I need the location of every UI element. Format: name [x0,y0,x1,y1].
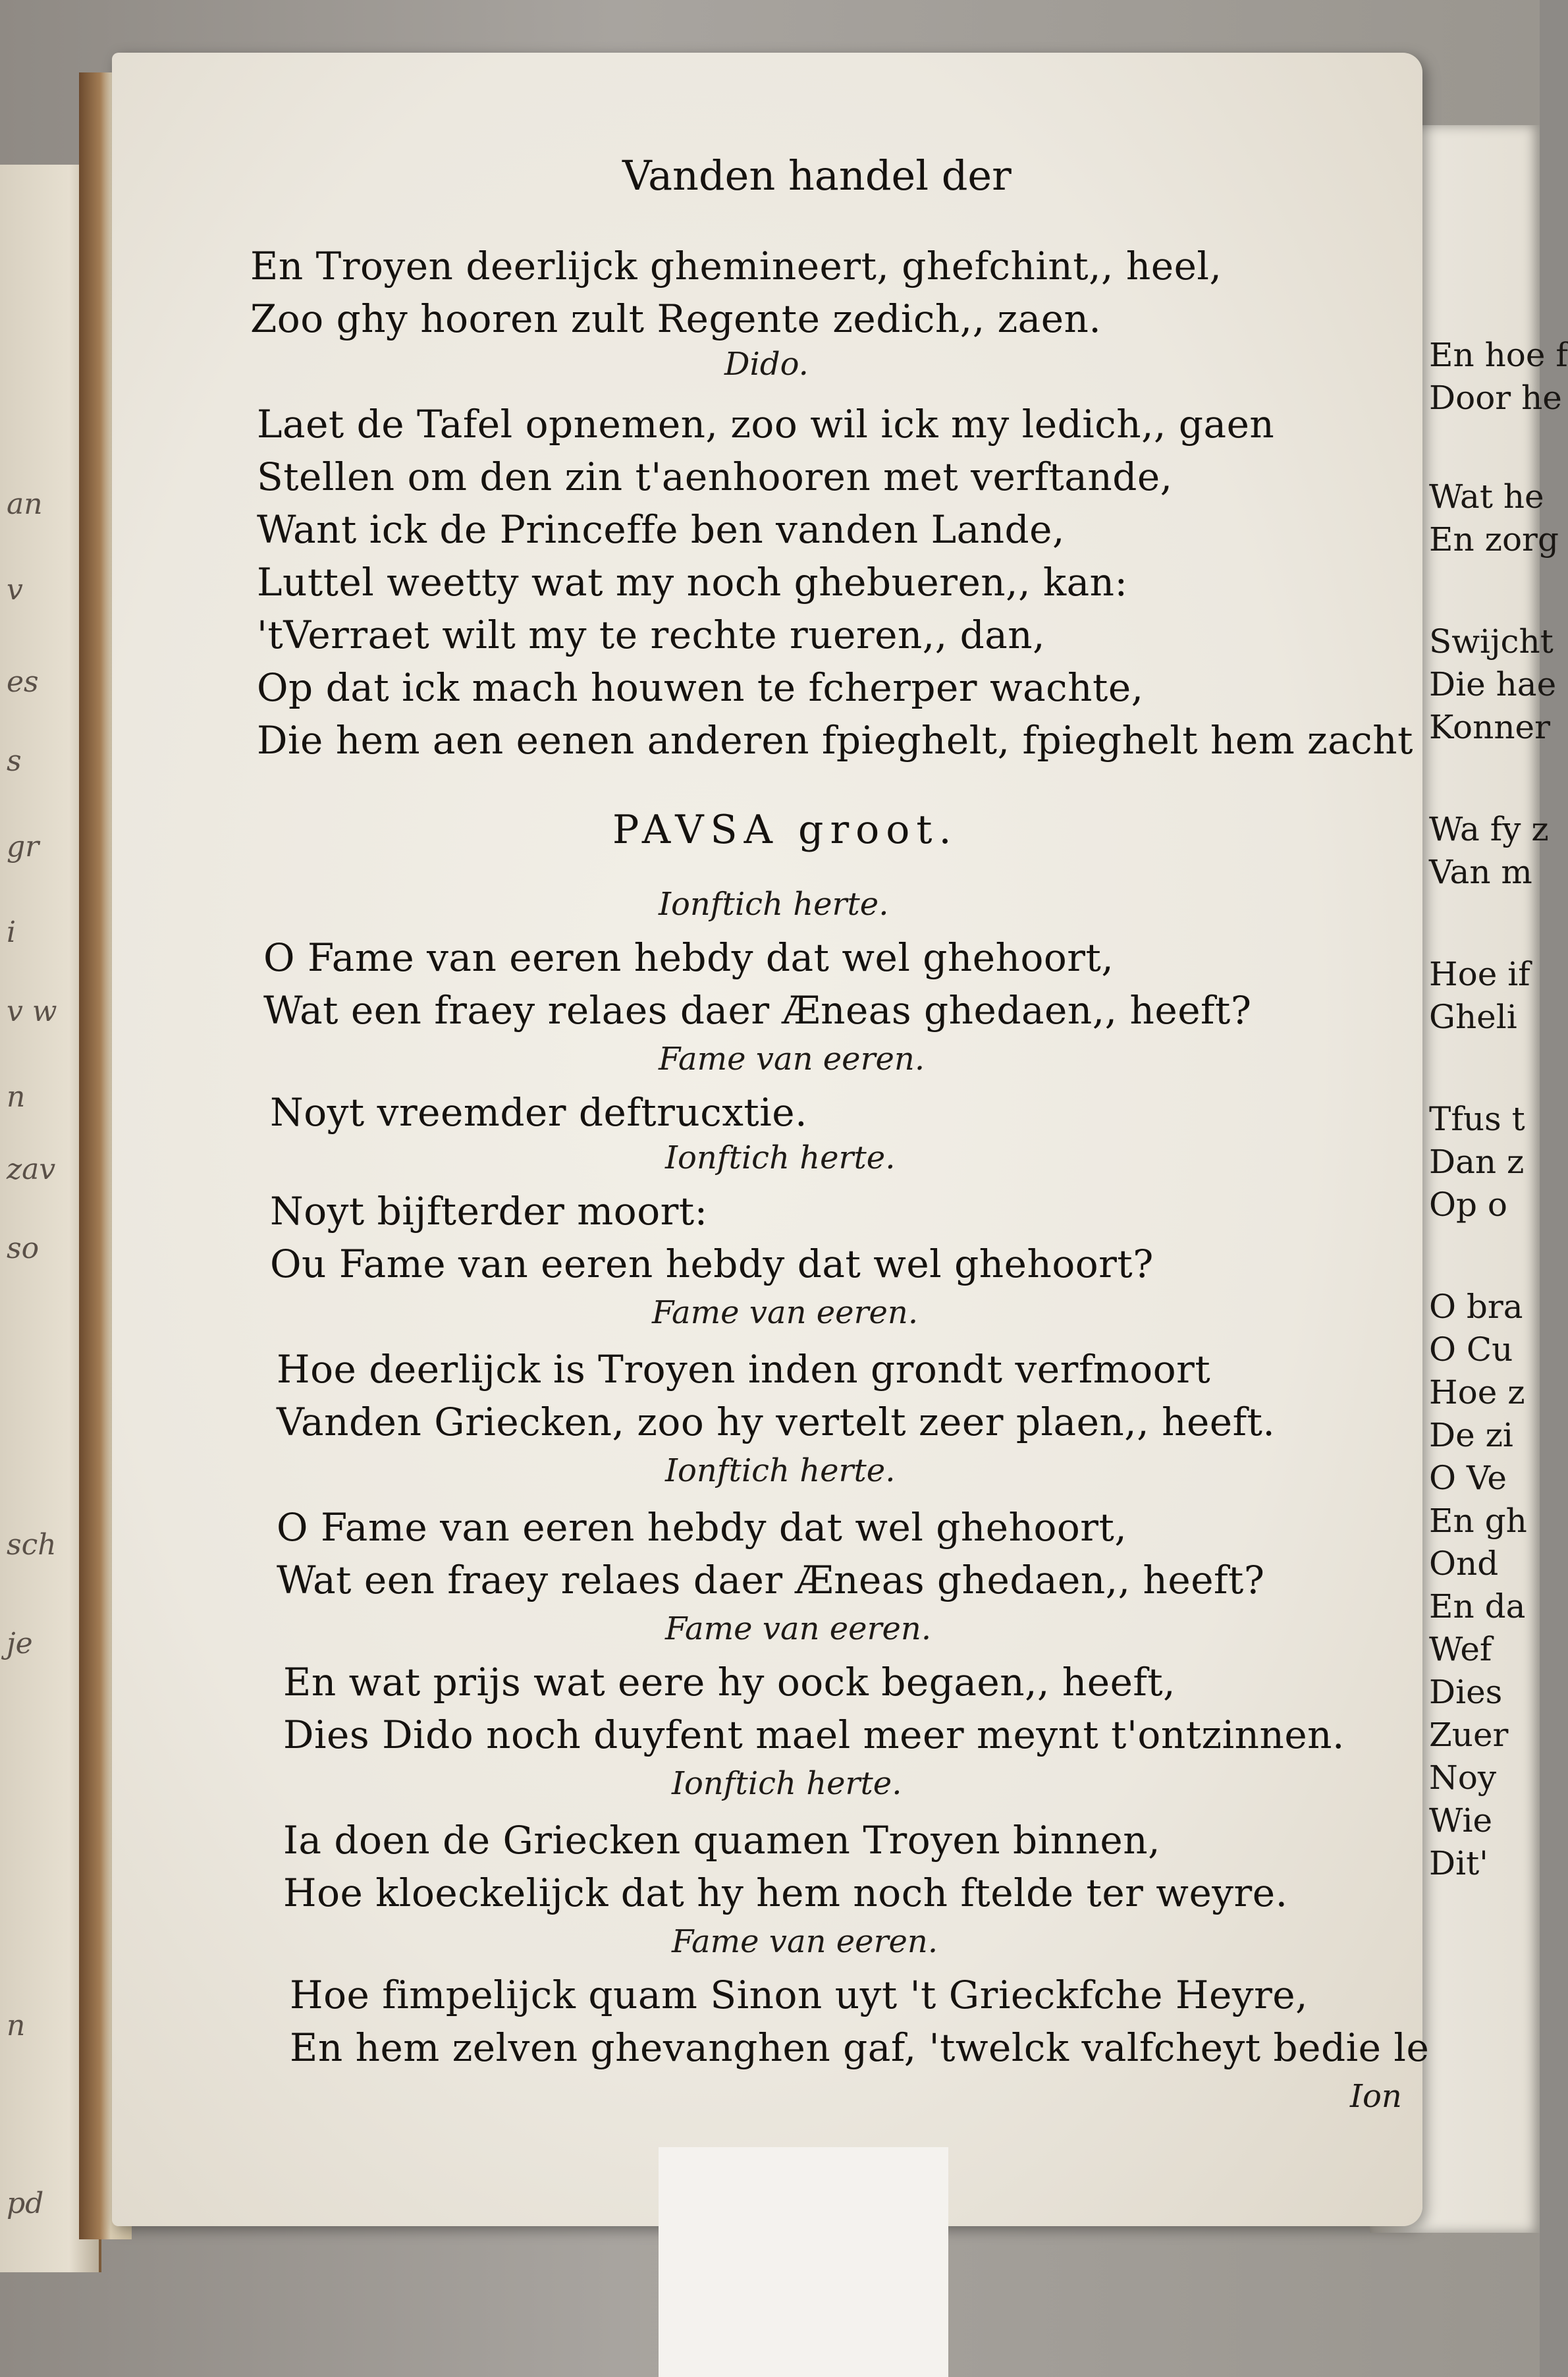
running-head: Vanden handel der [622,151,1012,200]
right-page-text: Dit' [1429,1844,1488,1882]
left-margin-text: i [7,915,16,949]
right-page-text: Ond [1429,1544,1499,1583]
right-page-text: Die hae [1429,665,1557,703]
right-page-text: Noy [1429,1759,1497,1797]
verse-line: Ou Fame van eeren hebdy dat wel ghehoort? [270,1242,1154,1286]
right-page-text: Konner [1429,708,1551,746]
verse-line: En wat prijs wat eere hy oock begaen,, heeft, [283,1660,1176,1705]
right-page-text: O Cu [1429,1330,1513,1369]
speaker-name: Fame van eeren. [665,1610,932,1647]
right-page-text: Wat he [1429,478,1544,516]
speaker-name: Dido. [724,346,809,383]
speaker-name: Ionftich herte. [672,1765,902,1802]
right-page-text: Wie [1429,1801,1493,1840]
book-page [112,53,1430,2226]
right-page-text: Op o [1429,1186,1507,1224]
left-margin-text: zav [7,1153,56,1186]
verse-line: Op dat ick mach houwen te fcherper wachte, [257,665,1144,710]
right-page-text: Dies [1429,1673,1503,1711]
left-margin-text: v [7,573,23,607]
verse-line: Dies Dido noch duyfent mael meer meynt t'ontzinnen. [283,1712,1345,1757]
right-page-text: Swijcht [1429,622,1554,661]
left-margin-text: n [7,2009,26,2042]
speaker-name: Fame van eeren. [652,1294,919,1331]
right-page-text: Wa fy z [1429,810,1549,848]
left-margin-text: sch [7,1528,57,1562]
left-margin-text: n [7,1080,26,1114]
right-page-text: En da [1429,1587,1526,1626]
catchword: Ion [1350,2078,1402,2115]
right-page-text: En zorg [1429,520,1559,559]
left-margin-text: es [7,665,39,699]
verse-line: En hem zelven ghevanghen gaf, 'twelck valfcheyt bedie le [290,2025,1430,2070]
left-margin-text: gr [7,830,40,863]
verse-line: O Fame van eeren hebdy dat wel ghehoort, [277,1505,1127,1550]
verse-line: Hoe deerlijck is Troyen inden grondt verfmoort [277,1347,1211,1392]
left-margin-text: pd [7,2187,44,2220]
verse-line: Laet de Tafel opnemen, zoo wil ick my ledich,, gaen [257,402,1275,447]
verse-line: Noyt bijfterder moort: [270,1189,708,1234]
left-margin-text: v w [7,995,57,1028]
right-page-text: Tfus t [1429,1100,1525,1138]
paper-slip [659,2147,948,2377]
verse-line: O Fame van eeren hebdy dat wel ghehoort, [263,935,1114,980]
speaker-name: Fame van eeren. [672,1923,938,1960]
verse-line: Die hem aen eenen anderen fpieghelt, fpieghelt hem zacht [257,718,1413,763]
right-page-text: Gheli [1429,998,1517,1036]
verse-line: Noyt vreemder deftrucxtie. [270,1090,808,1135]
right-page-text: Dan z [1429,1143,1525,1181]
verse-line: Ia doen de Griecken quamen Troyen binnen, [283,1818,1161,1863]
verse-line: Zoo ghy hooren zult Regente zedich,, zaen. [250,296,1102,341]
right-page-text: De zi [1429,1416,1513,1454]
verse-line: Wat een fraey relaes daer Æneas ghedaen,, heeft? [277,1558,1265,1602]
right-page-text: Door he [1429,379,1562,417]
section-heading: PAVSA groot. [612,807,958,853]
right-page-text: Hoe if [1429,955,1530,993]
left-margin-text: je [7,1627,33,1660]
verse-line: En Troyen deerlijck ghemineert, ghefchint,, heel, [250,244,1222,288]
left-margin-text: s [7,744,22,778]
verse-line: Luttel weetty wat my noch ghebueren,, kan: [257,560,1128,605]
verse-line: Want ick de Princeffe ben vanden Lande, [257,507,1065,552]
right-page-text: O bra [1429,1288,1523,1326]
verse-line: Hoe kloeckelijck dat hy hem noch ftelde ter weyre. [283,1871,1288,1915]
speaker-name: Ionftich herte. [659,886,889,923]
right-page-text: Van m [1429,853,1532,891]
speaker-name: Ionftich herte. [665,1452,896,1489]
right-page-text: Hoe z [1429,1373,1525,1411]
left-margin-text: an [7,487,43,521]
right-page-text: Wef [1429,1630,1492,1668]
right-page-text: Zuer [1429,1716,1509,1754]
right-page-text: En hoe f [1429,336,1568,374]
verse-line: Stellen om den zin t'aenhooren met verftande, [257,454,1173,499]
speaker-name: Ionftich herte. [665,1139,896,1176]
verse-line: Vanden Griecken, zoo hy vertelt zeer plaen,, heeft. [277,1400,1276,1444]
speaker-name: Fame van eeren. [659,1041,925,1078]
verse-line: Wat een fraey relaes daer Æneas ghedaen,, heeft? [263,988,1252,1033]
verse-line: 'tVerraet wilt my te rechte rueren,, dan, [257,613,1046,657]
verse-line: Hoe fimpelijck quam Sinon uyt 't Grieckfche Heyre, [290,1973,1309,2017]
left-margin-text: so [7,1232,40,1265]
right-page-text: O Ve [1429,1459,1507,1497]
right-page-text: En gh [1429,1502,1527,1540]
